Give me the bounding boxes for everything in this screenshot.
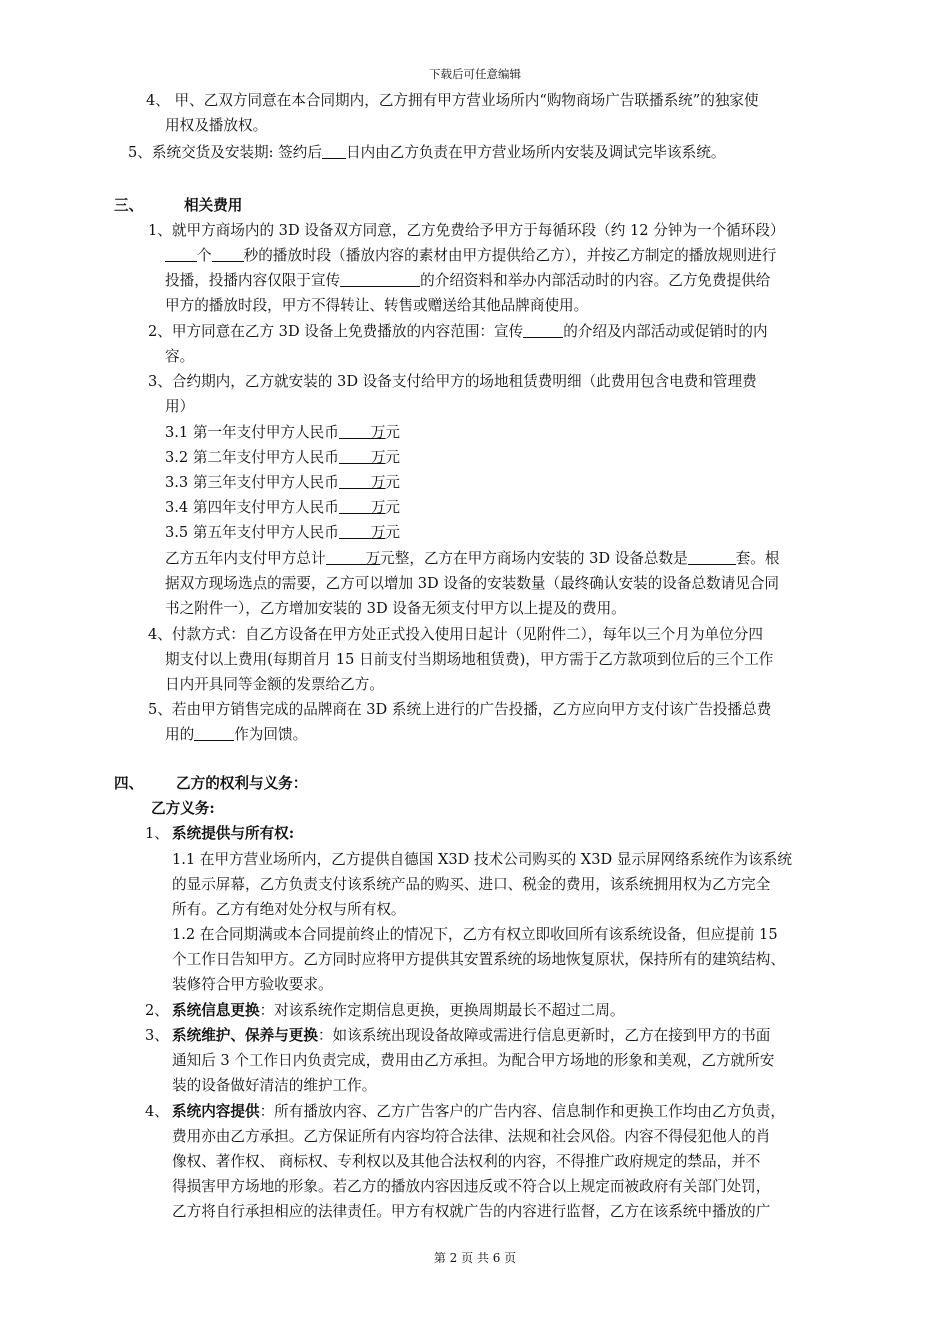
duty-1-line5: 个工作日告知甲方。乙方同时应将甲方提供其安置系统的场地恢复原状，保持所有的建筑结构、 bbox=[172, 951, 785, 968]
fee-1-line2: 个 秒的播放时段（播放内容的素材由甲方提供给乙方），并按乙方制定的播放规则进行 bbox=[165, 245, 776, 267]
fee-1-line1: 1、就甲方商场内的 3D 设备双方同意，乙方免费给予甲方于每循环段（约 12 分钟为一个循环段） bbox=[148, 222, 785, 239]
fee-4-line3: 日内开具同等金额的发票给乙方。 bbox=[165, 676, 384, 693]
duty-2-line: 系统信息更换：对该系统作定期信息更换，更换周期最长不超过二周。 bbox=[172, 1002, 625, 1019]
duty-4-line3: 像权、著作权、 商标权、专利权以及其他合法权利的内容，不得推广政府规定的禁品，并不 bbox=[172, 1153, 761, 1170]
clause-4-line2: 用权及播放权。 bbox=[165, 117, 268, 134]
fee-4-line2: 期支付以上费用(每期首月 15 日前支付当期场地租赁费)，甲方需于乙方款项到位后的三个工作 bbox=[165, 651, 774, 668]
blank-promo bbox=[340, 271, 420, 287]
blank-promo-2 bbox=[523, 322, 563, 338]
duty-1-title: 系统提供与所有权: bbox=[172, 825, 295, 842]
section-4-title: 乙方的权利与义务： bbox=[176, 775, 308, 792]
blank-count bbox=[165, 246, 197, 262]
duty-4-line1: 系统内容提供：所有播放内容、乙方广告客户的广告内容、信息制作和更换工作均由乙方负责， bbox=[172, 1103, 785, 1120]
duty-1-number: 1、 bbox=[145, 825, 169, 842]
duty-1-line3: 所有。乙方有绝对处分权与所有权。 bbox=[172, 901, 406, 918]
duty-2-number: 2、 bbox=[145, 1002, 169, 1019]
duty-4-number: 4、 bbox=[145, 1103, 169, 1120]
blank-percent bbox=[194, 725, 234, 741]
duty-3-line2: 通知后 3 个工作日内负责完成，费用由乙方承担。为配合甲方场地的形象和美观，乙方就所安 bbox=[172, 1052, 775, 1069]
fee-year-4: 3.4 第四年支付甲方人民币 万元 bbox=[165, 499, 401, 516]
fee-year-1: 3.1 第一年支付甲方人民币 万元 bbox=[165, 424, 401, 441]
fee-year-5: 3.5 第五年支付甲方人民币 万元 bbox=[165, 524, 401, 541]
duty-1-line1: 1.1 在甲方营业场所内，乙方提供自德国 X3D 技术公司购买的 X3D 显示屏网络系统作为该系统 bbox=[172, 851, 792, 868]
blank-seconds bbox=[212, 246, 244, 262]
fee-year-3: 3.3 第三年支付甲方人民币 万元 bbox=[165, 474, 401, 491]
fee-2-line2: 容。 bbox=[165, 348, 195, 365]
fee-year-2: 3.2 第二年支付甲方人民币 万元 bbox=[165, 449, 401, 466]
duty-1-line2: 的显示屏幕，乙方负责支付该系统产品的购买、进口、税金的费用，该系统拥用权为乙方完全 bbox=[172, 876, 771, 893]
page-header: 下载后可任意编辑 bbox=[429, 67, 521, 81]
section-3-number: 三、 bbox=[114, 197, 144, 214]
section-4-number: 四、 bbox=[114, 775, 144, 792]
blank-days bbox=[322, 143, 346, 159]
section-4-subtitle: 乙方义务: bbox=[151, 800, 215, 817]
fee-4-line1: 4、付款方式：自乙方设备在甲方处正式投入使用日起计（见附件二），每年以三个月为单位分四 bbox=[148, 626, 763, 643]
fee-3-line2: 用） bbox=[165, 398, 195, 415]
clause-4-line1: 4、 甲、乙双方同意在本合同期内，乙方拥有甲方营业场所内“购物商场广告联播系统”的独家使 bbox=[146, 92, 759, 109]
duty-4-line4: 得损害甲方场地的形象。若乙方的播放内容因违反或不符合以上规定而被政府有关部门处罚， bbox=[172, 1178, 771, 1195]
duty-4-line2: 费用亦由乙方承担。乙方保证所有内容均符合法律、法规和社会风俗。内容不得侵犯他人的肖 bbox=[172, 1128, 771, 1145]
clause-5-line: 5、系统交货及安装期: 签约后 日内由乙方负责在甲方营业场所内安装及调试完毕该系统。 bbox=[128, 144, 726, 161]
section-3-title: 相关费用 bbox=[184, 197, 243, 214]
fee-2-line1: 2、甲方同意在乙方 3D 设备上免费播放的内容范围：宣传 的介绍及内部活动或促销时的内 bbox=[148, 323, 768, 340]
duty-3-number: 3、 bbox=[145, 1027, 169, 1044]
fee-1-line3: 投播，投播内容仅限于宣传 的介绍资料和举办内部活动时的内容。乙方免费提供给 bbox=[165, 272, 771, 289]
fee-1-line4: 甲方的播放时段，甲方不得转让、转售或赠送给其他品牌商使用。 bbox=[165, 297, 589, 314]
fee-3-line1: 3、合约期内，乙方就安装的 3D 设备支付给甲方的场地租赁费明细（此费用包含电费和管理费 bbox=[148, 373, 757, 390]
fee-5-line1: 5、若由甲方销售完成的品牌商在 3D 系统上进行的广告投播，乙方应向甲方支付该广告投播总费 bbox=[148, 701, 772, 718]
fee-5-line2: 用的 作为回馈。 bbox=[165, 726, 308, 743]
fee-total-line2: 据双方现场选点的需要，乙方可以增加 3D 设备的安装数量（最终确认安装的设备总数请见合同 bbox=[165, 575, 780, 592]
duty-3-line1: 系统维护、保养与更换：如该系统出现设备故障或需进行信息更新时，乙方在接到甲方的书面 bbox=[172, 1027, 771, 1044]
fee-total-line1: 乙方五年内支付甲方总计 万元整，乙方在甲方商场内安装的 3D 设备总数是 套。根 bbox=[165, 550, 780, 567]
page-footer: 第 2 页 共 6 页 bbox=[433, 1251, 517, 1265]
duty-1-line6: 装修符合甲方验收要求。 bbox=[172, 976, 333, 993]
duty-4-line5: 乙方将自行承担相应的法律责任。甲方有权就广告的内容进行监督，乙方在该系统中播放的广 bbox=[172, 1203, 771, 1220]
duty-3-line3: 装的设备做好清洁的维护工作。 bbox=[172, 1077, 377, 1094]
duty-1-line4: 1.2 在合同期满或本合同提前终止的情况下，乙方有权立即收回所有该系统设备，但应提前 15 bbox=[172, 926, 778, 943]
fee-total-line3: 书之附件一），乙方增加安装的 3D 设备无须支付甲方以上提及的费用。 bbox=[165, 600, 626, 617]
